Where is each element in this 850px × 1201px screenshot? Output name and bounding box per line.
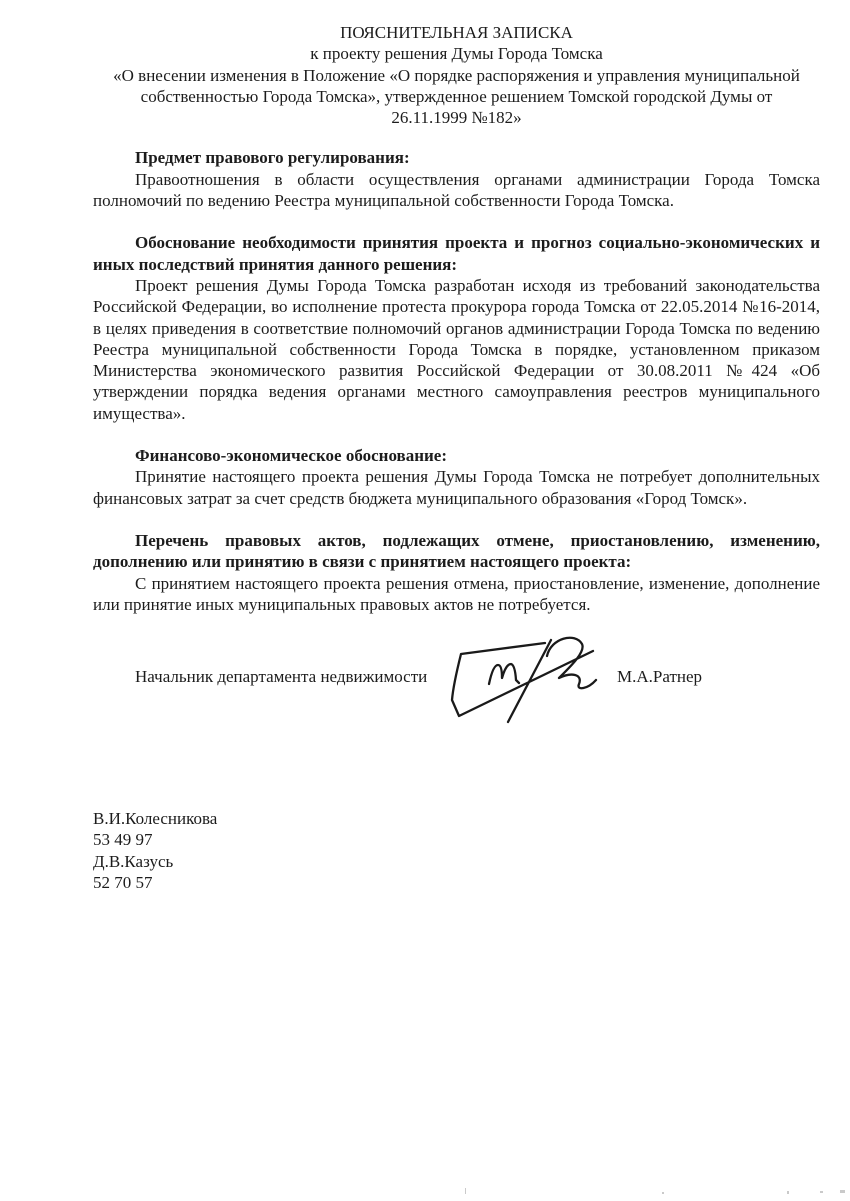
contact-name: В.И.Колесникова — [93, 809, 218, 829]
section-paragraph: С принятием настоящего проекта решения отмена, приостановление, изменение, дополнение или принятие иных муниципальных правовых актов не потребуется. — [93, 573, 820, 614]
contact-phone: 52 70 57 — [93, 873, 153, 893]
document-title — [93, 22, 820, 128]
section-heading: Финансово-экономическое обоснование: — [135, 446, 448, 466]
contact-name: Д.В.Казусь — [93, 851, 174, 871]
section-paragraph: Принятие настоящего проекта решения Думы Города Томска не потребует дополнительных финансовых затрат за счет средств бюджета муниципального образования «Город Томск». — [93, 467, 820, 508]
contact-phone: 53 49 97 — [93, 830, 153, 850]
scan-artifact — [840, 1190, 845, 1193]
scan-artifact — [820, 1191, 823, 1193]
contacts-block — [93, 808, 820, 893]
section-paragraph: Проект решения Думы Города Томска разработан исходя из требований законодательства Российской Федерации, во исполнение протеста прокурора города Томска от 22.05.2014 №16-2014, в целях приведения в соответствие полномочий органов администрации Города Томска по ведению Реестра муниципальной собственности Города Томска в порядке, установленном приказом Министерства экономического развития Российской Федерации от 30.08.2011 №424 «Об утверждении порядка ведения органами местного самоуправления реестров муниципального имущества». — [93, 275, 820, 423]
signer-position-label: Начальник департамента недвижимости — [135, 667, 428, 687]
document-content — [93, 22, 820, 893]
signer-name: М.А.Ратнер — [617, 667, 703, 687]
title-line: собственностью Города Томска», утвержденное решением Томской городской Думы от — [140, 86, 773, 106]
section-acts-list — [93, 530, 820, 615]
section-heading: Перечень правовых актов, подлежащих отмене, приостановлению, изменению, дополнению или принятию в связи с принятием настоящего проекта: — [93, 530, 820, 572]
title-line: «О внесении изменения в Положение «О порядке распоряжения и управления муниципальной — [113, 65, 800, 85]
section-subject — [93, 147, 820, 211]
section-paragraph: Правоотношения в области осуществления органами администрации Города Томска полномочий по ведению Реестра муниципальной собственности Города Томска. — [93, 169, 820, 211]
scan-artifact — [662, 1192, 664, 1194]
section-heading: Обоснование необходимости принятия проекта и прогноз социально-экономических и иных последствий принятия данного решения: — [93, 233, 820, 274]
section-heading: Предмет правового регулирования: — [135, 148, 410, 168]
title-line: ПОЯСНИТЕЛЬНАЯ ЗАПИСКА — [340, 23, 573, 42]
section-justification — [93, 232, 820, 424]
signature-row — [93, 636, 820, 732]
scan-artifact — [787, 1191, 789, 1194]
title-line: к проекту решения Думы Города Томска — [310, 44, 603, 64]
section-financial — [93, 445, 820, 509]
handwritten-signature-icon — [445, 632, 610, 727]
scan-artifact — [465, 1188, 466, 1194]
title-line: 26.11.1999 №182» — [391, 108, 522, 128]
